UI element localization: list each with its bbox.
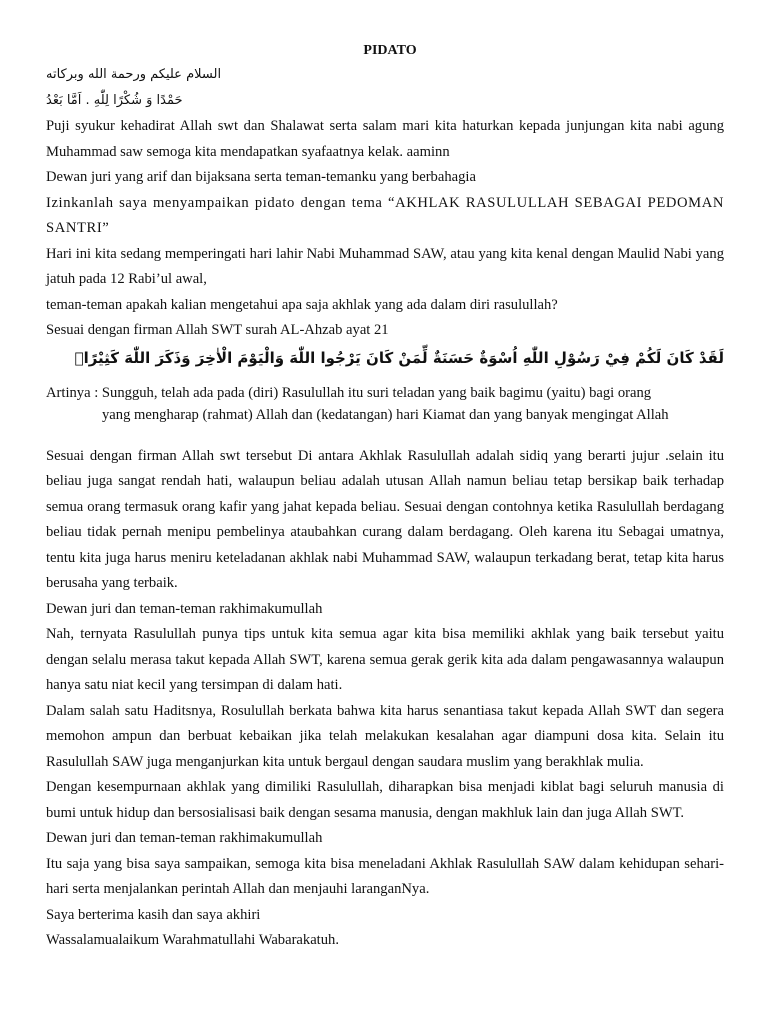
wassalam-line: Wassalamualaikum Warahmatullahi Wabarakatuh.	[46, 932, 339, 948]
document-page	[46, 40, 724, 954]
greeting-jury-3: Dewan juri dan teman-teman rakhimakumullah	[46, 830, 323, 846]
salam-arabic: السلام عليكم ورحمة الله وبركاته	[46, 67, 222, 82]
document-title: PIDATO	[363, 43, 417, 58]
translation-line-1: Artinya : Sungguh, telah ada pada (diri) Rasulullah itu suri teladan yang baik bagimu (yaitu) bagi orang	[46, 384, 652, 401]
maulid-paragraph: Hari ini kita sedang memperingati hari lahir Nabi Muhammad SAW, atau yang kita kenal dengan Maulid Nabi yang jatuh pada 12 Rabi’ul awal,	[46, 245, 724, 287]
kiblat-paragraph: Dengan kesempurnaan akhlak yang dimiliki Rasulullah, diharapkan bisa menjadi kiblat bagi seluruh manusia di bumi untuk hidup dan bersosialisasi baik dengan sesama manusia, dengan makhluk lain dan juga Allah SWT.	[46, 779, 724, 821]
opening-paragraph: Puji syukur kehadirat Allah swt dan Shalawat serta salam mari kita haturkan kepada junjungan kita nabi agung Muhammad saw semoga kita mendapatkan syafaatnya kelak. aaminn	[46, 118, 724, 160]
question-line: teman-teman apakah kalian mengetahui apa saja akhlak yang ada dalam diri rasulullah?	[46, 296, 558, 313]
tips-paragraph: Nah, ternyata Rasulullah punya tips untuk kita semua agar kita bisa memiliki akhlak yang baik tersebut yaitu dengan selalu merasa takut kepada Allah SWT, karena semua gerak gerik kita ada dalam pengawasannya walaupun hanya satu niat kecil yang tersimpan di dalam hati.	[46, 626, 724, 693]
greeting-jury: Dewan juri yang arif dan bijaksana serta teman-temanku yang berbahagia	[46, 169, 476, 185]
quran-verse-arabic: لَقَدْ كَانَ لَكُمْ فِيْ رَسُوْلِ اللّٰهِ اُسْوَةٌ حَسَنَةٌ لِّمَنْ كَانَ يَرْجُوا اللّٰهَ وَالْيَوْمَ الْاٰخِرَ وَذَكَرَ اللّٰهَ كَثِيْرًاۗ	[74, 348, 724, 367]
spacer	[46, 426, 724, 444]
hadith-paragraph: Dalam salah satu Haditsnya, Rosulullah berkata bahwa kita harus senantiasa takut kepada Allah SWT dan segera memohon ampun dan berbuat kebaikan jika telah melakukan kesalahan agar diampuni dosa kita. Selain itu Rasulullah SAW juga menganjurkan kita untuk bergaul dengan saudara muslim yang berakhlak mulia.	[46, 702, 724, 770]
greeting-jury-2: Dewan juri dan teman-teman rakhimakumullah	[46, 600, 323, 617]
theme-paragraph: Izinkanlah saya menyampaikan pidato dengan tema “AKHLAK RASULULLAH SEBAGAI PEDOMAN SANTRI”	[46, 194, 724, 236]
hamdan-arabic: حَمْدًا وَ شُكْرًا لِلّٰهِ . اَمَّا بَعْدُ	[46, 93, 183, 108]
verse-translation	[46, 382, 724, 426]
thanks-line: Saya berterima kasih dan saya akhiri	[46, 906, 261, 923]
translation-line-2: yang mengharap (rahmat) Allah dan (kedatangan) hari Kiamat dan yang banyak mengingat Allah	[102, 406, 669, 423]
verse-reference: Sesuai dengan firman Allah SWT surah AL-Ahzab ayat 21	[46, 322, 389, 338]
closing-paragraph: Itu saja yang bisa saya sampaikan, semoga kita bisa meneladani Akhlak Rasulullah SAW dalam kehidupan sehari-hari serta menjalankan perintah Allah dan menjauhi laranganNya.	[46, 855, 724, 897]
akhlak-paragraph: Sesuai dengan firman Allah swt tersebut Di antara Akhlak Rasulullah adalah sidiq yang berarti jujur .selain itu beliau juga sangat rendah hati, walaupun beliau adalah utusan Allah namun beliau tetap bersikap baik terhadap semua orang termasuk orang kafir yang jahat kepada beliau. Sesuai dengan contohnya ketika Rasulullah berdagang beliau tidak pernah menipu pembelinya ataubahkan curang dalam berdagang. Oleh karena itu Sebagai umatnya, tentu kita juga harus meniru keteladanan akhlak nabi Muhammad SAW, walaupun terkadang berat, tetap kita harus berusaha yang terbaik.	[46, 447, 724, 591]
